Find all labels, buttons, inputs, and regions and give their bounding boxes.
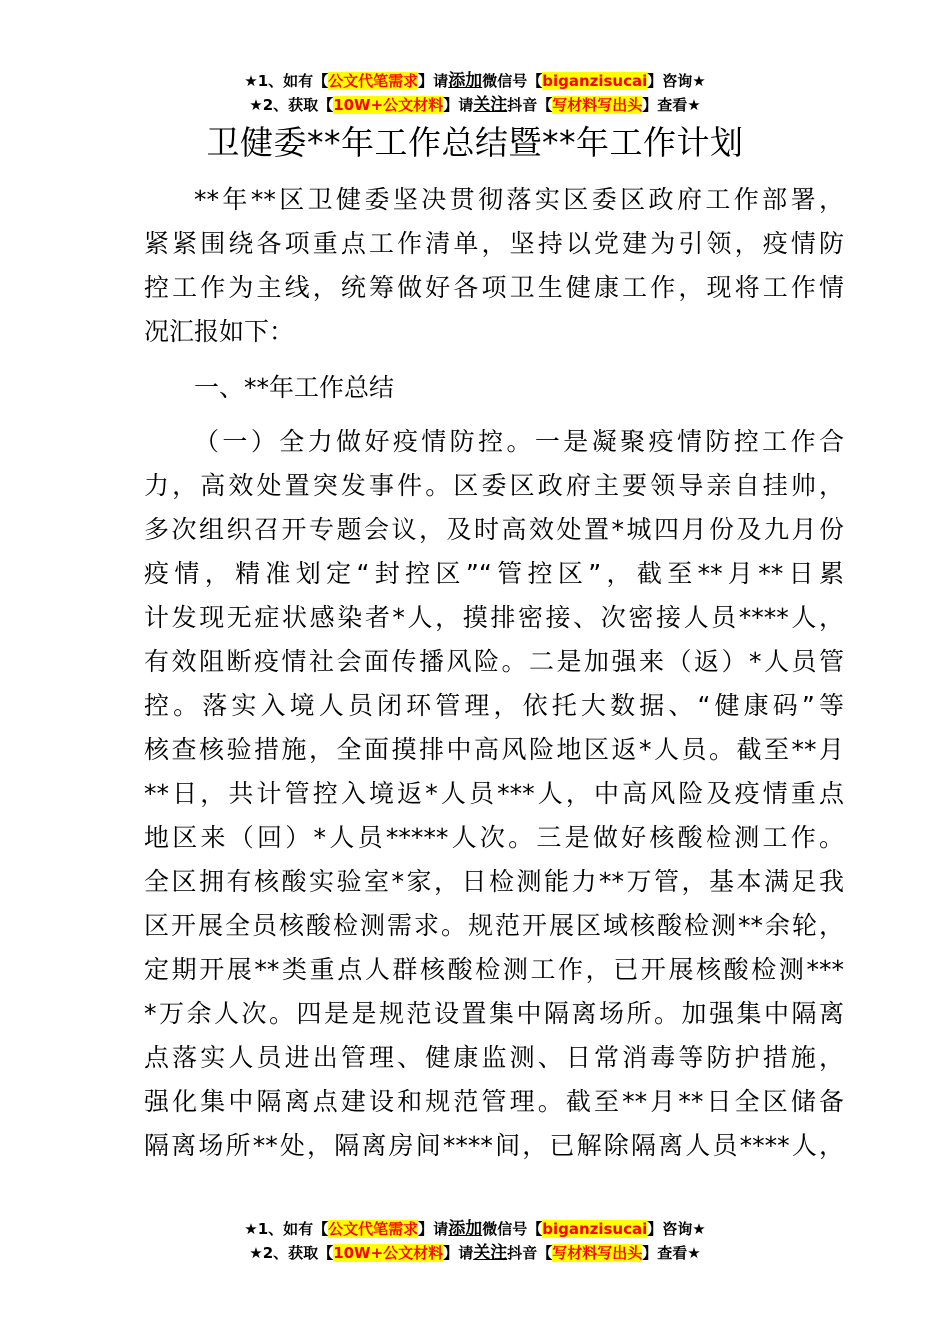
promo-suffix: 】咨询★: [647, 1220, 706, 1238]
promo-text: 微信号【: [482, 1220, 543, 1238]
promo-suffix: 】咨询★: [647, 72, 706, 90]
promo-prefix: ★2、获取【: [249, 96, 334, 114]
promo-underlined-text: 关注: [473, 95, 508, 115]
promo-highlight-service: 公文代笔需求: [328, 1220, 419, 1238]
promo-prefix: ★1、如有【: [244, 72, 329, 90]
promo-highlight-wechat-id: biganzisucai: [542, 1220, 648, 1238]
paragraph-line: 全区拥有核酸实验室*家，日检测能力**万管，基本满足我: [144, 867, 844, 896]
promo-text: 微信号【: [482, 72, 543, 90]
paragraph-line: （一）全力做好疫情防控。一是凝聚疫情防控工作合: [194, 427, 844, 456]
promo-highlight-materials: 10W+公文材料: [333, 96, 444, 114]
section-heading: [144, 366, 844, 410]
header-promo-line-1: [0, 70, 950, 92]
promo-highlight-materials: 10W+公文材料: [333, 1244, 444, 1262]
promo-text: 抖音【: [507, 1244, 553, 1262]
paragraph-line: **年**区卫健委坚决贯彻落实区委区政府工作部署，: [194, 185, 844, 214]
paragraph-line: 疫情，精准划定“封控区”“管控区”，截至**月**日累: [144, 559, 844, 588]
promo-prefix: ★1、如有【: [244, 1220, 329, 1238]
promo-suffix: 】查看★: [642, 96, 701, 114]
footer-promo-line-2: [0, 1242, 950, 1264]
paragraph-line: 多次组织召开专题会议，及时高效处置*城四月份及九月份: [144, 515, 844, 544]
promo-text: 】请: [418, 1220, 449, 1238]
intro-paragraph: [144, 178, 844, 354]
paragraph-line: 地区来（回）*人员*****人次。三是做好核酸检测工作。: [144, 823, 844, 852]
paragraph-line: 控。落实入境人员闭环管理，依托大数据、“健康码”等: [144, 691, 844, 720]
promo-text: 抖音【: [507, 96, 553, 114]
paragraph-line: 强化集中隔离点建设和规范管理。截至**月**日全区储备: [144, 1087, 844, 1116]
paragraph-line: 紧紧围绕各项重点工作清单，坚持以党建为引领，疫情防: [144, 229, 844, 258]
promo-prefix: ★2、获取【: [249, 1244, 334, 1262]
paragraph-line: 况汇报如下：: [144, 317, 295, 346]
promo-underlined-text: 添加: [448, 71, 483, 91]
paragraph-line: 隔离场所**处，隔离房间****间，已解除隔离人员****人，: [144, 1131, 844, 1160]
promo-highlight-douyin-id: 写材料写出头: [552, 1244, 643, 1262]
paragraph-line: 力，高效处置突发事件。区委区政府主要领导亲自挂帅，: [144, 471, 844, 500]
paragraph-line: 区开展全员核酸检测需求。规范开展区域核酸检测**余轮，: [144, 911, 844, 940]
paragraph-line: 控工作为主线，统筹做好各项卫生健康工作，现将工作情: [144, 273, 844, 302]
section-heading-text: 一、**年工作总结: [194, 373, 395, 402]
paragraph-line: 定期开展**类重点人群核酸检测工作，已开展核酸检测***: [144, 955, 844, 984]
promo-underlined-text: 添加: [448, 1219, 483, 1239]
paragraph-line: **日，共计管控入境返*人员***人，中高风险及疫情重点: [144, 779, 844, 808]
promo-text: 】请: [418, 72, 449, 90]
document-title: 卫健委**年工作总结暨**年工作计划: [206, 123, 744, 162]
header-promo-line-2: [0, 94, 950, 116]
paragraph-line: 有效阻断疫情社会面传播风险。二是加强来（返）*人员管: [144, 647, 844, 676]
paragraph-line: 核查核验措施，全面摸排中高风险地区返*人员。截至**月: [144, 735, 844, 764]
promo-suffix: 】查看★: [642, 1244, 701, 1262]
footer-promo-line-1: [0, 1218, 950, 1240]
promo-underlined-text: 关注: [473, 1243, 508, 1263]
promo-highlight-douyin-id: 写材料写出头: [552, 96, 643, 114]
promo-text: 】请: [443, 96, 474, 114]
paragraph-line: *万余人次。四是是规范设置集中隔离场所。加强集中隔离: [144, 999, 844, 1028]
paragraph-line: 点落实人员进出管理、健康监测、日常消毒等防护措施，: [144, 1043, 844, 1072]
promo-highlight-service: 公文代笔需求: [328, 72, 419, 90]
promo-highlight-wechat-id: biganzisucai: [542, 72, 648, 90]
promo-text: 】请: [443, 1244, 474, 1262]
paragraph-line: 计发现无症状感染者*人，摸排密接、次密接人员****人，: [144, 603, 844, 632]
body-paragraph: [144, 420, 844, 1168]
